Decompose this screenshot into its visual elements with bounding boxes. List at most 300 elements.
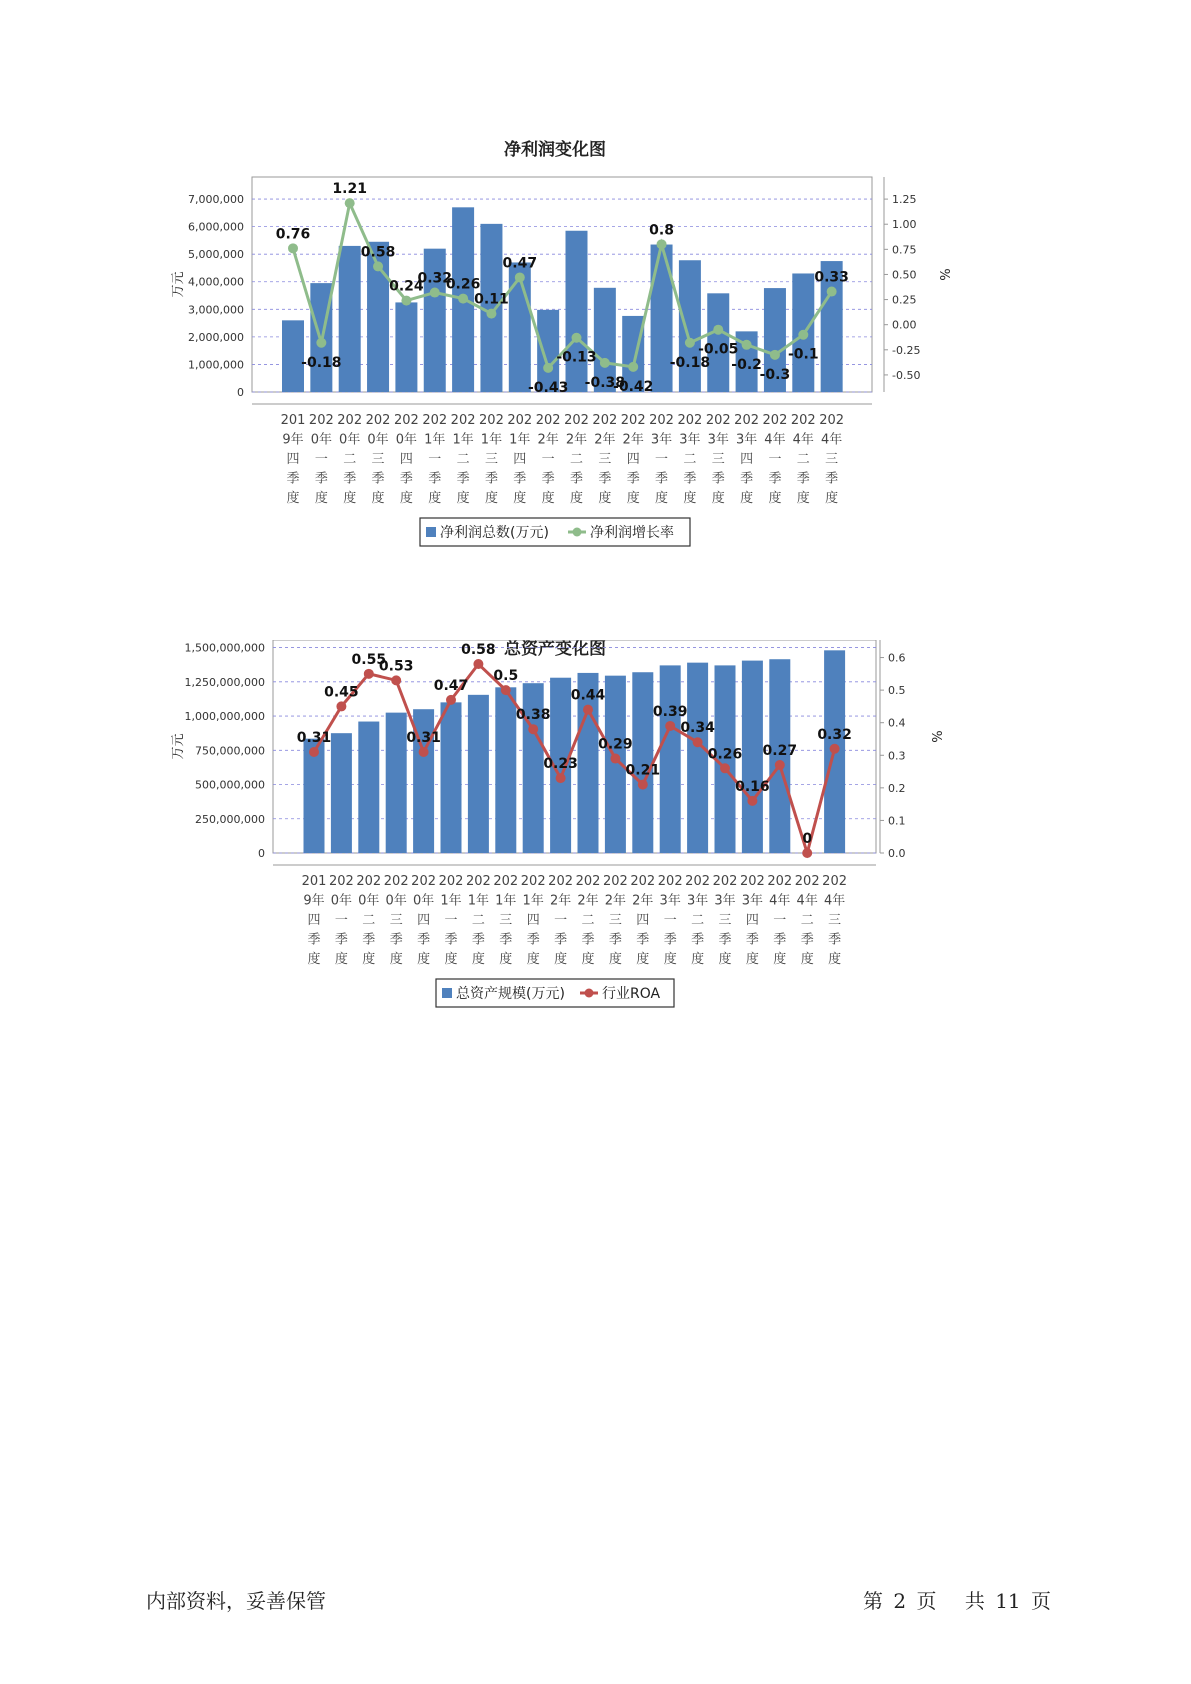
data-label: 0.32 (417, 270, 453, 287)
x-tick-label: 202 (520, 874, 546, 889)
bar (395, 302, 417, 392)
x-tick-label: 季 (711, 471, 725, 487)
x-tick-label: 4年 (792, 432, 814, 448)
x-tick-label: 四 (307, 913, 321, 928)
x-tick-label: 202 (507, 413, 533, 428)
data-label: 0.47 (433, 677, 469, 694)
x-tick-label: 0年 (385, 893, 407, 909)
x-tick-label: 度 (389, 952, 403, 967)
x-tick-label: 季 (608, 932, 622, 948)
data-label: 0.38 (515, 707, 551, 724)
x-tick-label: 度 (655, 491, 669, 506)
x-tick-label: 2年 (594, 432, 616, 448)
x-tick-label: 季 (389, 932, 403, 948)
x-tick-label: 202 (356, 874, 382, 889)
line-point (693, 737, 703, 747)
y-tick-label: 5,000,000 (188, 248, 244, 262)
y-tick-label: 250,000,000 (195, 812, 265, 826)
x-tick-label: 度 (718, 952, 732, 967)
data-label: 0.16 (735, 778, 770, 795)
x-tick-label: 度 (307, 952, 321, 967)
line-point (685, 338, 695, 348)
chart-title: 净利润变化图 (504, 140, 606, 160)
line-point (458, 294, 468, 304)
data-label: 0.44 (570, 687, 606, 704)
x-tick-label: 度 (773, 952, 787, 967)
data-label: -0.1 (787, 346, 819, 363)
data-label: 0.26 (445, 276, 481, 293)
x-tick-label: 202 (592, 413, 618, 428)
chart-group (171, 140, 951, 546)
x-tick-label: 202 (535, 413, 561, 428)
x-tick-label: 季 (581, 932, 595, 948)
line-point (336, 701, 346, 711)
x-tick-label: 季 (800, 932, 814, 948)
x-tick-label: 1年 (509, 432, 531, 448)
legend-bar-swatch (426, 527, 436, 537)
x-tick-label: 季 (471, 932, 485, 948)
x-tick-label: 季 (718, 932, 732, 948)
data-label: 1.21 (332, 181, 367, 198)
x-tick-label: 三 (484, 452, 498, 467)
line-point (610, 754, 620, 764)
x-tick-label: 1年 (495, 893, 517, 909)
x-tick-label: 0年 (310, 432, 332, 448)
x-tick-label: 度 (569, 491, 584, 506)
line-point (486, 309, 496, 319)
y2-tick-label: 1.25 (892, 193, 917, 207)
x-tick-label: 度 (711, 491, 725, 506)
data-label: 0.33 (814, 269, 849, 286)
footer-page-number (859, 1585, 1051, 1614)
x-tick-label: 202 (493, 874, 519, 889)
line-point (419, 747, 429, 757)
x-tick-label: 度 (334, 952, 348, 967)
x-tick-label: 三 (825, 452, 839, 467)
x-tick-label: 3年 (686, 893, 709, 909)
total-assets-chart (0, 640, 1191, 1100)
x-tick-label: 202 (630, 874, 656, 889)
x-tick-label: 度 (513, 491, 527, 506)
x-tick-label: 季 (362, 932, 376, 948)
y-tick-label: 3,000,000 (188, 303, 244, 317)
y-tick-label: 1,500,000,000 (184, 641, 265, 655)
x-tick-label: 四 (626, 452, 640, 467)
x-tick-label: 202 (422, 413, 448, 428)
bar (742, 661, 763, 853)
data-label: 0.58 (461, 642, 496, 659)
x-tick-label: 度 (691, 952, 705, 967)
x-tick-label: 四 (513, 452, 527, 467)
data-label: -0.38 (584, 374, 626, 391)
y2-tick-label: -0.25 (892, 343, 921, 357)
y-tick-label: 1,000,000 (188, 358, 244, 372)
x-tick-label: 季 (683, 471, 697, 487)
page-label-prefix: 第 (863, 1589, 884, 1613)
y2-tick-label: 0.4 (888, 716, 906, 730)
x-tick-label: 202 (790, 413, 816, 428)
data-label: -0.13 (556, 349, 597, 366)
x-tick-label: 三 (499, 913, 513, 928)
data-label: 0.76 (275, 226, 311, 243)
x-tick-label: 3年 (741, 893, 764, 909)
data-label: 0.31 (406, 730, 441, 747)
x-tick-label: 3年 (679, 432, 701, 448)
line-point (747, 796, 757, 806)
x-tick-label: 度 (683, 491, 697, 506)
x-tick-label: 1年 (440, 893, 462, 909)
line-point (638, 780, 648, 790)
x-tick-label: 9年 (282, 432, 304, 448)
data-label: -0.43 (527, 379, 569, 396)
x-tick-label: 一 (541, 452, 555, 467)
x-tick-label: 202 (649, 413, 674, 428)
y2-tick-label: 0.00 (892, 318, 917, 332)
x-tick-label: 季 (598, 471, 612, 487)
footer-confidential-note: 内部资料，妥善保管 (146, 1589, 326, 1613)
x-tick-label: 度 (828, 952, 842, 967)
x-tick-label: 一 (773, 913, 787, 928)
x-tick-label: 季 (499, 932, 513, 948)
legend-line-label: 净利润增长率 (590, 525, 674, 541)
legend-bar-label: 净利润总数(万元) (440, 525, 549, 541)
x-tick-label: 度 (314, 491, 328, 506)
x-tick-label: 季 (484, 471, 498, 487)
page-label-suffix: 页 (916, 1589, 937, 1613)
x-tick-label: 二 (569, 452, 584, 467)
line-point (713, 325, 723, 335)
bar (468, 695, 489, 853)
x-tick-label: 1年 (424, 432, 446, 448)
x-tick-label: 一 (663, 913, 677, 928)
y2-tick-label: 0.1 (888, 814, 906, 828)
x-tick-label: 季 (314, 471, 328, 487)
x-tick-label: 202 (438, 874, 464, 889)
x-tick-label: 4年 (764, 432, 786, 448)
x-tick-label: 度 (825, 491, 839, 506)
data-label: 0.27 (762, 743, 798, 760)
page-current: 2 (893, 1589, 907, 1613)
legend-bar-label: 总资产规模(万元) (456, 986, 565, 1002)
x-tick-label: 202 (393, 413, 419, 428)
x-tick-label: 0年 (412, 893, 435, 909)
x-tick-label: 一 (444, 913, 458, 928)
y2-tick-label: 0.6 (888, 651, 906, 665)
data-label: 0.58 (360, 244, 396, 261)
y-tick-label: 7,000,000 (188, 193, 244, 207)
data-label: 0.5 (493, 668, 519, 685)
line-point (309, 747, 319, 757)
x-tick-label: 4年 (796, 893, 818, 909)
y2-tick-label: 0.2 (888, 781, 906, 795)
x-tick-label: 度 (768, 491, 782, 506)
x-tick-label: 季 (745, 932, 759, 948)
y2-tick-label: 1.00 (892, 218, 917, 232)
data-label: 0 (802, 831, 813, 847)
data-label: 0.45 (324, 684, 359, 701)
line-point (373, 261, 383, 271)
x-tick-label: 二 (796, 452, 810, 467)
x-tick-label: 3年 (735, 432, 758, 448)
x-tick-label: 202 (564, 413, 589, 428)
line-point (628, 362, 638, 372)
x-tick-label: 度 (286, 491, 300, 506)
chart-title: 总资产变化图 (504, 640, 606, 659)
x-tick-label: 202 (450, 413, 476, 428)
line-point (798, 330, 808, 340)
x-tick-label: 3年 (650, 432, 673, 448)
line-point (827, 287, 837, 297)
x-tick-label: 202 (465, 874, 491, 889)
x-tick-label: 度 (554, 952, 568, 967)
total-assets-chart-svg (0, 640, 1191, 1100)
data-label: -0.2 (731, 356, 762, 373)
x-tick-label: 1年 (452, 432, 474, 448)
data-label: 0.21 (625, 762, 661, 779)
x-tick-label: 三 (828, 913, 842, 928)
line-point (657, 239, 667, 249)
x-tick-label: 度 (796, 491, 810, 506)
y-tick-label: 750,000,000 (195, 744, 265, 758)
x-tick-label: 202 (328, 874, 354, 889)
x-tick-label: 季 (417, 932, 431, 948)
bar (441, 702, 462, 853)
x-tick-label: 二 (691, 913, 705, 928)
line-point (572, 333, 582, 343)
line-point (770, 350, 780, 360)
x-tick-label: 三 (711, 452, 725, 467)
x-tick-label: 2年 (549, 893, 572, 909)
x-tick-label: 201 (280, 413, 306, 428)
x-tick-label: 度 (371, 491, 385, 506)
x-tick-label: 四 (636, 913, 650, 928)
x-tick-label: 季 (456, 471, 470, 487)
x-tick-label: 度 (444, 952, 458, 967)
x-tick-label: 季 (286, 471, 300, 487)
y-tick-label: 4,000,000 (188, 275, 244, 289)
y2-axis-label: % (936, 268, 951, 281)
x-tick-label: 二 (581, 913, 595, 928)
x-tick-label: 202 (734, 413, 760, 428)
x-tick-label: 季 (740, 471, 754, 487)
x-tick-label: 0年 (330, 893, 353, 909)
x-tick-label: 0年 (358, 893, 380, 909)
data-label: 0.11 (474, 291, 509, 308)
data-label: -0.3 (759, 366, 791, 383)
line-point (364, 669, 374, 679)
data-label: 0.8 (649, 222, 674, 239)
x-tick-label: 四 (745, 913, 759, 928)
y2-tick-label: 0.0 (888, 847, 906, 860)
total-label-suffix: 页 (1031, 1589, 1051, 1613)
y-tick-label: 500,000,000 (195, 778, 265, 792)
x-tick-label: 一 (655, 452, 669, 467)
x-tick-label: 季 (773, 932, 787, 948)
bar (358, 722, 379, 853)
x-tick-label: 202 (822, 874, 848, 889)
line-point (446, 695, 456, 705)
x-tick-label: 一 (428, 452, 442, 467)
x-tick-label: 二 (683, 452, 697, 467)
line-point (430, 288, 440, 298)
x-tick-label: 4年 (769, 893, 791, 909)
x-tick-label: 1年 (522, 893, 544, 909)
x-tick-label: 4年 (821, 432, 843, 448)
x-tick-label: 二 (456, 452, 470, 467)
x-tick-label: 季 (636, 932, 650, 948)
data-label: 0.29 (598, 736, 633, 753)
line-point (528, 724, 538, 734)
x-tick-label: 三 (718, 913, 732, 928)
bar (687, 663, 708, 853)
x-tick-label: 度 (636, 952, 650, 967)
data-label: 0.53 (378, 658, 414, 675)
x-tick-label: 2年 (577, 893, 599, 909)
line-point (288, 243, 298, 253)
x-tick-label: 9年 (303, 893, 325, 909)
x-tick-label: 201 (301, 874, 327, 889)
y2-tick-label: 0.50 (892, 268, 917, 282)
bar (339, 246, 361, 392)
x-tick-label: 四 (740, 452, 754, 467)
bar (679, 260, 701, 392)
y-tick-label: 2,000,000 (188, 330, 244, 344)
bar (660, 665, 681, 853)
x-tick-label: 季 (825, 471, 839, 487)
total-label-prefix: 共 (964, 1589, 985, 1613)
x-tick-label: 三 (608, 913, 622, 928)
x-tick-label: 三 (598, 452, 612, 467)
y2-tick-label: 0.3 (888, 749, 906, 763)
x-tick-label: 202 (383, 874, 409, 889)
legend-bar-swatch (442, 988, 452, 998)
bar (331, 733, 352, 853)
data-label: 0.23 (543, 756, 578, 773)
x-tick-label: 四 (417, 913, 431, 928)
x-tick-label: 季 (307, 932, 321, 948)
x-tick-label: 一 (768, 452, 782, 467)
x-tick-label: 202 (575, 874, 601, 889)
x-tick-label: 一 (314, 452, 328, 467)
bar (386, 713, 407, 853)
data-label: -0.18 (301, 354, 342, 371)
y-tick-label: 1,250,000,000 (184, 675, 265, 689)
line-point (391, 675, 401, 685)
x-tick-label: 202 (762, 413, 788, 428)
net-profit-chart-svg (0, 140, 1191, 600)
chart-group (171, 640, 943, 1007)
line-point (830, 744, 840, 754)
x-tick-label: 度 (343, 491, 357, 506)
y-tick-label: 0 (258, 847, 265, 860)
x-tick-label: 202 (677, 413, 703, 428)
x-tick-label: 202 (602, 874, 628, 889)
y2-tick-label: 0.25 (892, 293, 917, 307)
x-tick-label: 202 (712, 874, 738, 889)
data-label: 0.32 (817, 726, 852, 743)
x-tick-label: 202 (365, 413, 391, 428)
x-tick-label: 度 (663, 952, 677, 967)
x-tick-label: 度 (417, 952, 431, 967)
x-tick-label: 季 (334, 932, 348, 948)
x-tick-label: 202 (794, 874, 820, 889)
x-tick-label: 度 (800, 952, 814, 967)
x-tick-label: 一 (554, 913, 568, 928)
x-tick-label: 季 (428, 471, 442, 487)
x-tick-label: 202 (479, 413, 504, 428)
line-point (501, 685, 511, 695)
line-point (742, 340, 752, 350)
x-tick-label: 度 (581, 952, 595, 967)
x-tick-label: 度 (626, 491, 640, 506)
line-point (401, 296, 411, 306)
x-tick-label: 202 (739, 874, 765, 889)
x-tick-label: 一 (334, 913, 348, 928)
x-tick-label: 202 (767, 874, 793, 889)
x-tick-label: 三 (371, 452, 385, 467)
x-tick-label: 2年 (622, 432, 644, 448)
x-tick-label: 季 (626, 471, 640, 487)
chart2-plot (171, 640, 943, 1007)
x-tick-label: 度 (740, 491, 754, 506)
y2-tick-label: -0.50 (892, 368, 921, 382)
data-label: 0.31 (296, 730, 332, 747)
x-tick-label: 4年 (823, 893, 846, 909)
x-tick-label: 度 (608, 952, 622, 967)
x-tick-label: 季 (399, 471, 413, 487)
x-tick-label: 2年 (604, 893, 627, 909)
x-tick-label: 2年 (537, 432, 559, 448)
x-tick-label: 度 (471, 952, 485, 967)
x-tick-label: 四 (399, 452, 413, 467)
line-point (720, 763, 730, 773)
line-point (665, 721, 675, 731)
y-tick-label: 0 (237, 386, 244, 399)
x-tick-label: 季 (541, 471, 555, 487)
x-tick-label: 季 (513, 471, 527, 487)
x-tick-label: 202 (705, 413, 731, 428)
net-profit-chart (0, 140, 1191, 600)
x-tick-label: 四 (526, 913, 540, 928)
x-tick-label: 202 (620, 413, 646, 428)
line-point (473, 659, 483, 669)
x-tick-label: 3年 (659, 893, 681, 909)
x-tick-label: 2年 (632, 893, 654, 909)
x-tick-label: 度 (526, 952, 540, 967)
x-tick-label: 度 (362, 952, 376, 967)
x-tick-label: 季 (691, 932, 705, 948)
data-label: 0.26 (707, 746, 743, 763)
data-label: 0.39 (652, 703, 688, 720)
x-tick-label: 3年 (707, 432, 729, 448)
x-tick-label: 度 (399, 491, 413, 506)
x-tick-label: 度 (456, 491, 470, 506)
x-tick-label: 季 (371, 471, 385, 487)
x-tick-label: 季 (554, 932, 568, 948)
x-tick-label: 1年 (480, 432, 503, 448)
x-tick-label: 0年 (339, 432, 361, 448)
x-tick-label: 度 (541, 491, 555, 506)
data-label: -0.18 (669, 354, 711, 371)
line-point (600, 358, 610, 368)
x-tick-label: 202 (548, 874, 574, 889)
x-tick-label: 202 (308, 413, 334, 428)
x-tick-label: 0年 (395, 432, 418, 448)
x-tick-label: 度 (745, 952, 759, 967)
line-point (802, 848, 812, 858)
x-tick-label: 季 (569, 471, 584, 487)
data-label: -0.05 (698, 341, 739, 358)
